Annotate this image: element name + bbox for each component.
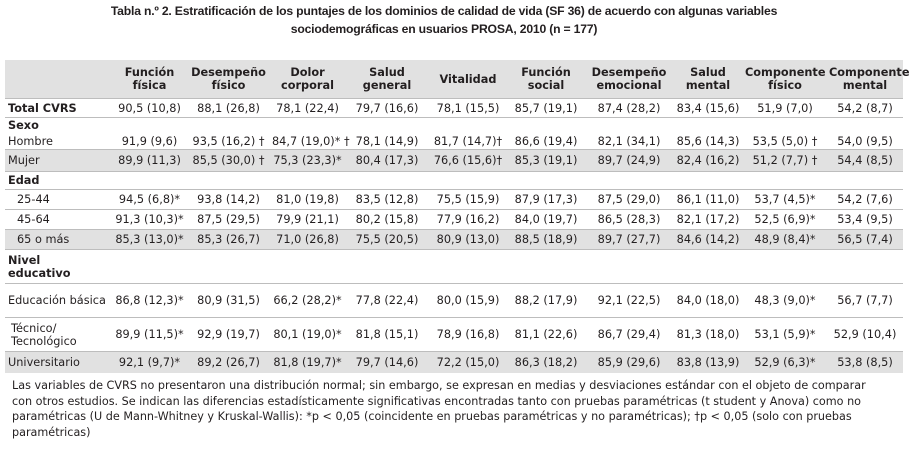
table-cell: 77,8 (22,4) xyxy=(345,284,429,318)
table-cell: 81,8 (19,7)* xyxy=(270,352,345,373)
group-row-nivel-educativo xyxy=(5,250,903,284)
table-cell: 52,9 (6,3)* xyxy=(743,352,827,373)
table-cell: 75,5 (20,5) xyxy=(345,230,429,250)
table-cell: 89,9 (11,5)* xyxy=(112,318,187,352)
table-cell: 66,2 (28,2)* xyxy=(270,284,345,318)
row-label: Hombre xyxy=(5,134,112,150)
table-cell: 89,7 (27,7) xyxy=(585,230,673,250)
table-cell: 83,4 (15,6) xyxy=(673,99,743,118)
table-cell: 86,5 (28,3) xyxy=(585,210,673,230)
table-cell: 87,5 (29,0) xyxy=(585,190,673,210)
header-cell: Componente físico xyxy=(743,60,827,99)
group-row-sexo xyxy=(5,118,903,134)
table-cell: 82,1 (34,1) xyxy=(585,134,673,150)
table-cell: 79,7 (14,6) xyxy=(345,352,429,373)
table-cell: 53,4 (9,5) xyxy=(827,210,903,230)
table-row-mujer xyxy=(5,150,903,172)
table-cell: 54,2 (8,7) xyxy=(827,99,903,118)
table-cell: 84,0 (18,0) xyxy=(673,284,743,318)
table-cell: 86,3 (18,2) xyxy=(507,352,585,373)
table-cell: 75,5 (15,9) xyxy=(429,190,507,210)
header-cell: Salud mental xyxy=(673,60,743,99)
table-cell: 87,5 (29,5) xyxy=(187,210,270,230)
table-row-age-45-64 xyxy=(5,210,903,230)
table-cell: 78,1 (14,9) xyxy=(345,134,429,150)
table-cell: 77,9 (16,2) xyxy=(429,210,507,230)
table-row-total xyxy=(5,99,903,118)
table-cell: 84,0 (19,7) xyxy=(507,210,585,230)
table-cell: 54,4 (8,5) xyxy=(827,150,903,172)
row-label: 45-64 xyxy=(5,210,112,230)
table-cell: 92,1 (22,5) xyxy=(585,284,673,318)
table-cell: 84,7 (19,0)* † xyxy=(272,134,350,148)
table-cell: 78,9 (16,8) xyxy=(429,318,507,352)
table-cell: 85,6 (14,3) xyxy=(673,134,743,150)
row-label: 25-44 xyxy=(5,190,112,210)
header-cell: Dolor corporal xyxy=(270,60,345,99)
row-label: Universitario xyxy=(5,352,112,373)
table-cell: 80,9 (13,0) xyxy=(429,230,507,250)
table-cell: 78,1 (22,4) xyxy=(270,99,345,118)
table-cell: 94,5 (6,8)* xyxy=(112,190,187,210)
group-row-edad xyxy=(5,172,903,190)
table-cell: 82,1 (17,2) xyxy=(673,210,743,230)
group-label: Edad xyxy=(5,172,903,190)
table-cell: 91,3 (10,3)* xyxy=(112,210,187,230)
table-cell: 80,1 (19,0)* xyxy=(270,318,345,352)
table-cell: 71,0 (26,8) xyxy=(270,230,345,250)
table-cell: 83,8 (13,9) xyxy=(673,352,743,373)
group-label: Nivel educativo xyxy=(5,250,112,284)
table-cell: 80,9 (31,5) xyxy=(187,284,270,318)
table-cell: 80,4 (17,3) xyxy=(345,150,429,172)
table-cell: 53,8 (8,5) xyxy=(827,352,903,373)
table-cell: 56,7 (7,7) xyxy=(827,284,903,318)
table-cell: 86,1 (11,0) xyxy=(673,190,743,210)
header-cell: Función física xyxy=(112,60,187,99)
table-cell: 51,2 (7,7) † xyxy=(743,150,827,172)
table-cell: 85,3 (19,1) xyxy=(507,150,585,172)
table-cell: 48,9 (8,4)* xyxy=(743,230,827,250)
header-cell: Salud general xyxy=(345,60,429,99)
table-cell: 53,5 (5,0) † xyxy=(743,134,827,150)
table-cell: 88,2 (17,9) xyxy=(507,284,585,318)
table-cell: 86,8 (12,3)* xyxy=(112,284,187,318)
table-cell: 88,5 (18,9) xyxy=(507,230,585,250)
table-cell: 75,3 (23,3)* xyxy=(270,150,345,172)
table-cell: 84,6 (14,2) xyxy=(673,230,743,250)
header-cell: Función social xyxy=(507,60,585,99)
row-label: Total CVRS xyxy=(5,99,112,118)
table-cell: 86,6 (19,4) xyxy=(507,134,585,150)
table-cell: 52,9 (10,4) xyxy=(827,318,903,352)
table-cell: 87,4 (28,2) xyxy=(585,99,673,118)
table-cell: 54,2 (7,6) xyxy=(827,190,903,210)
table-cell: 52,5 (6,9)* xyxy=(743,210,827,230)
table-cell: 48,3 (9,0)* xyxy=(743,284,827,318)
header-cell: Componente mental xyxy=(827,60,903,99)
table-cell: 83,5 (12,8) xyxy=(345,190,429,210)
header-cell xyxy=(5,60,112,99)
table-cell: 89,9 (11,3) xyxy=(112,150,187,172)
table-cell: 93,5 (16,2) † xyxy=(187,134,270,150)
table-cell: 80,2 (15,8) xyxy=(345,210,429,230)
table-row-educacion-basica xyxy=(5,284,903,318)
table-cell: 54,0 (9,5) xyxy=(827,134,903,150)
row-label: Técnico/ Tecnológico xyxy=(5,318,112,352)
table-title-line-2: sociodemográficas en usuarios PROSA, 2010 (n = 177) xyxy=(290,22,598,36)
header-row xyxy=(5,60,903,99)
table-cell: 89,7 (24,9) xyxy=(585,150,673,172)
table-cell: 85,3 (13,0)* xyxy=(112,230,187,250)
table-row-age-25-44 xyxy=(5,190,903,210)
table-cell: 92,9 (19,7) xyxy=(187,318,270,352)
table-cell: 72,2 (15,0) xyxy=(429,352,507,373)
table-cell: 81,0 (19,8) xyxy=(270,190,345,210)
table-cell: 76,6 (15,6)† xyxy=(429,150,507,172)
table-cell: 88,1 (26,8) xyxy=(187,99,270,118)
row-label: Mujer xyxy=(5,150,112,172)
table-title-line-1: Tabla n.º 2. Estratificación de los puntajes de los dominios de calidad de vida (SF 36) de acuerdo con algunas variables xyxy=(110,4,778,18)
header-cell: Desempeño emocional xyxy=(585,60,673,99)
table-cell: 85,5 (30,0) † xyxy=(187,150,270,172)
empty-cell xyxy=(112,250,903,284)
group-label: Sexo xyxy=(8,119,39,133)
header-cell: Desempeño físico xyxy=(187,60,270,99)
table-footnote: Las variables de CVRS no presentaron una distribución normal; sin embargo, se expresan en medias y desviaciones estándar con el objeto de comparar con otros estudios. Se indican las diferencias estadísticamente significativas encontradas tanto con pruebas paramétricas (t student y Anova) como no paramétricas (U de Mann-Whitney y Kruskal-Wallis): *p < 0,05 (coincidente en pruebas paramétricas y no paramétricas); †p < 0,05 (solo con pruebas paramétricas) xyxy=(12,379,866,439)
table-cell: 85,9 (29,6) xyxy=(585,352,673,373)
table-row-universitario xyxy=(5,352,903,373)
table-cell: 93,8 (14,2) xyxy=(187,190,270,210)
header-cell: Vitalidad xyxy=(429,60,507,99)
table-cell: 91,9 (9,6) xyxy=(112,134,187,150)
table-cell: 90,5 (10,8) xyxy=(112,99,187,118)
table-cell: 56,5 (7,4) xyxy=(827,230,903,250)
table-cell: 81,3 (18,0) xyxy=(673,318,743,352)
table-row-age-65-plus xyxy=(5,230,903,250)
table-cell: 92,1 (9,7)* xyxy=(112,352,187,373)
table-cell: 80,0 (15,9) xyxy=(429,284,507,318)
table-cell: 79,9 (21,1) xyxy=(270,210,345,230)
table-cell: 51,9 (7,0) xyxy=(743,99,827,118)
table-row-hombre xyxy=(5,134,903,150)
table-cell: 85,7 (19,1) xyxy=(507,99,585,118)
table-cell: 85,3 (26,7) xyxy=(187,230,270,250)
table-cell: 82,4 (16,2) xyxy=(673,150,743,172)
quality-of-life-table xyxy=(5,60,909,373)
table-cell: 79,7 (16,6) xyxy=(345,99,429,118)
table-row-tecnico xyxy=(5,318,903,352)
table-cell: 78,1 (15,5) xyxy=(429,99,507,118)
table-cell: 81,7 (14,7)† xyxy=(429,134,507,150)
table-cell: 81,8 (15,1) xyxy=(345,318,429,352)
row-label: Educación básica xyxy=(5,284,112,318)
table-cell: 86,7 (29,4) xyxy=(585,318,673,352)
table-cell: 53,1 (5,9)* xyxy=(743,318,827,352)
table-cell: 53,7 (4,5)* xyxy=(743,190,827,210)
table-cell: 87,9 (17,3) xyxy=(507,190,585,210)
row-label: 65 o más xyxy=(5,230,112,250)
table-cell: 89,2 (26,7) xyxy=(187,352,270,373)
table-cell: 81,1 (22,6) xyxy=(507,318,585,352)
